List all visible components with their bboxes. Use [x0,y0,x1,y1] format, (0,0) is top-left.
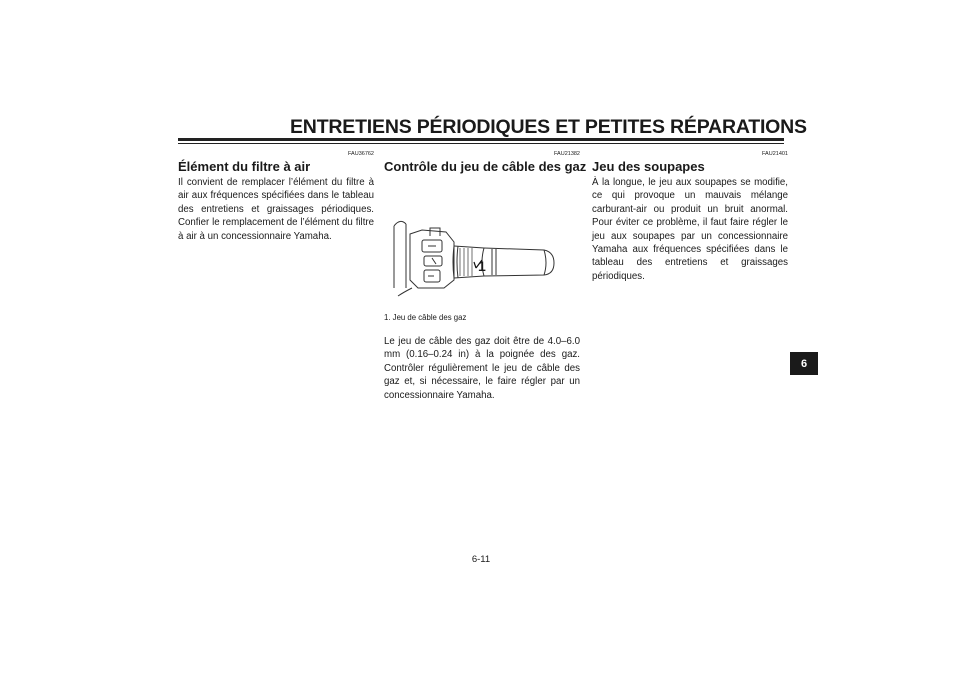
section-heading: Jeu des soupapes [592,159,705,174]
throttle-grip-illustration [384,188,580,298]
section-air-filter [178,150,374,243]
section-heading: Contrôle du jeu de câble des gaz [384,159,587,174]
page-number: 6-11 [471,554,491,565]
section-code: FAU21382 [554,151,580,157]
section-valve-clearance [592,150,788,283]
section-paragraph: Le jeu de câble des gaz doit être de 4.0–6.0 mm (0.16–0.24 in) à la poignée des gaz. Contrôler régulièrement le jeu de câble des gaz et, si nécessaire, le faire régler par un concessionnaire Yamaha. [384,336,580,401]
figure-caption: 1. Jeu de câble des gaz [384,313,467,322]
header-rule-thick [178,138,784,141]
handlebar-drawing [384,188,580,298]
section-code: FAU36762 [348,151,374,157]
page-header-title: ENTRETIENS PÉRIODIQUES ET PETITES RÉPARATIONS [290,116,807,138]
section-paragraph: Il convient de remplacer l’élément du filtre à air aux fréquences spécifiées dans le tableau des entretiens et graissages périodiques. Confier le remplacement de l’élément du filtre à air à un concessionnaire Yamaha. [178,177,374,242]
section-throttle-cable [384,150,587,402]
chapter-tab: 6 [790,352,818,375]
section-code: FAU21401 [762,151,788,157]
section-paragraph: À la longue, le jeu aux soupapes se modifie, ce qui provoque un mauvais mélange carburant-air ou produit un bruit anormal. Pour éviter ce problème, il faut faire régler le jeu aux soupapes par un concessionnaire Yamaha aux fréquences spécifiées dans le tableau des entretiens et graissages périodiques. [592,177,788,282]
header-rule-thin [178,143,784,144]
figure-callout-number: 1 [478,258,486,274]
section-heading: Élément du filtre à air [178,159,311,174]
